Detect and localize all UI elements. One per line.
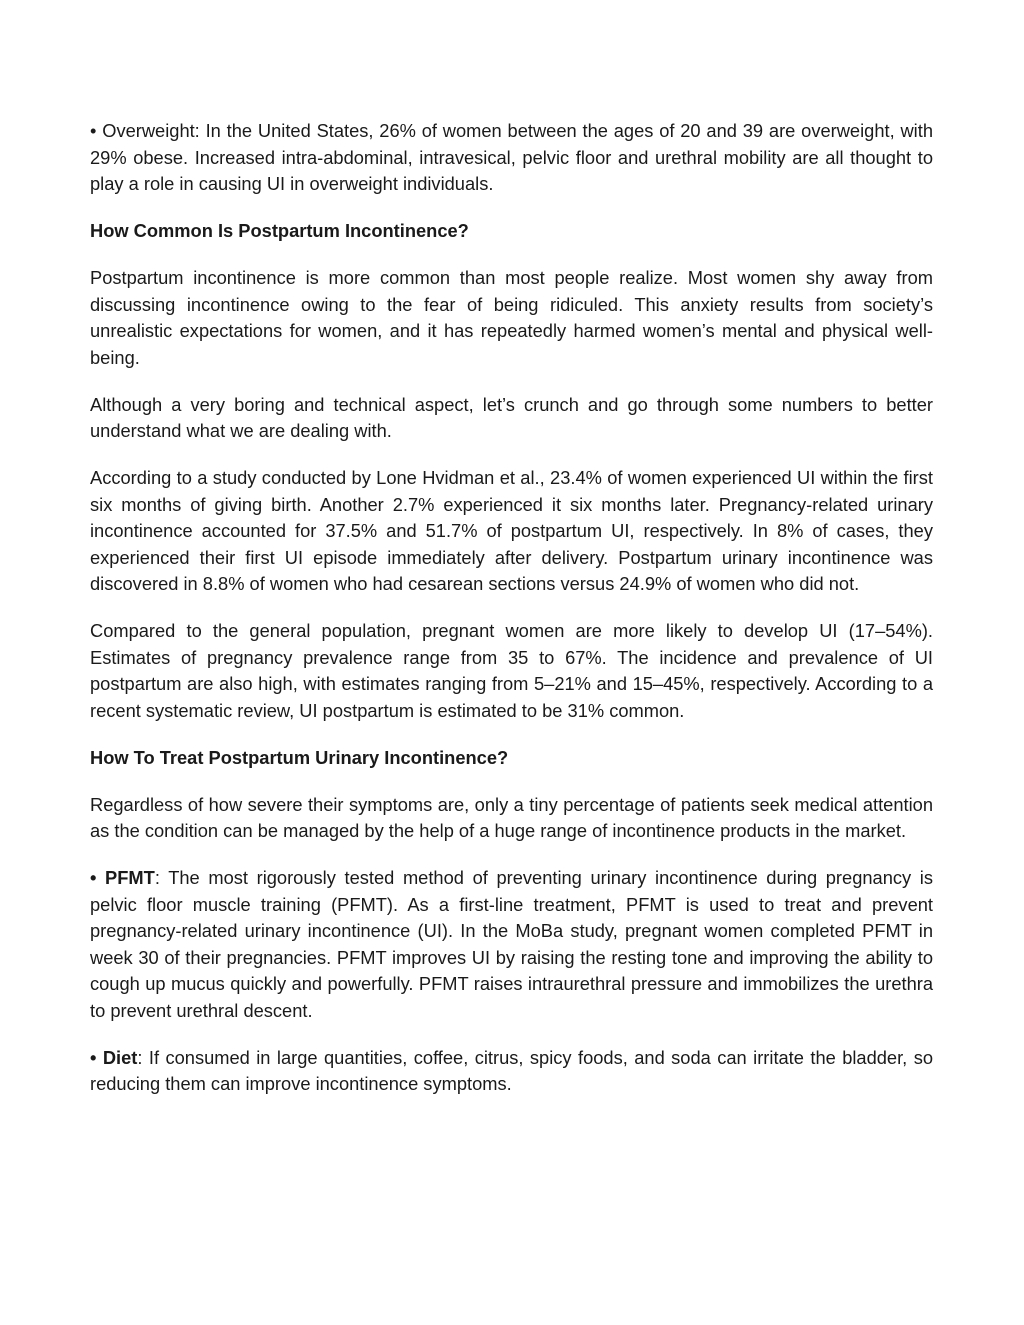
document-page xyxy=(90,118,933,1118)
bullet-text-diet: : If consumed in large quantities, coffee, citrus, spicy foods, and soda can irritate the bladder, so reducing them can improve incontinence symptoms. xyxy=(90,1046,933,1094)
bullet-term-diet: • Diet xyxy=(90,1046,138,1068)
paragraph-numbers-intro: Although a very boring and technical aspect, let’s crunch and go through some numbers to better understand what we are dealing with. xyxy=(90,393,933,441)
bullet-term-pfmt: • PFMT xyxy=(90,867,155,888)
bullet-text-pfmt: : The most rigorously tested method of preventing urinary incontinence during pregnancy is pelvic floor muscle training (PFMT). As a first-line treatment, PFMT is used to treat and prevent pregnancy-related urinary incontinence (UI). In the MoBa study, pregnant women completed PFMT in week 30 of their pregnancies. PFMT improves UI by raising the resting tone and improving the ability to cough up mucus quickly and powerfully. PFMT raises intraurethral pressure and immobilizes the urethra to prevent urethral descent. xyxy=(90,867,933,1021)
paragraph-postpartum-common: Postpartum incontinence is more common than most people realize. Most women shy away from discussing incontinence owing to the fear of being ridiculed. This anxiety results from society’s unrealistic expectations for women, and it has repeatedly harmed women’s mental and physical well-being. xyxy=(90,267,933,368)
paragraph-medical-attention: Regardless of how severe their symptoms are, only a tiny percentage of patients seek medical attention as the condition can be managed by the help of a huge range of incontinence products in the market. xyxy=(90,793,933,841)
paragraph-study-hvidman: According to a study conducted by Lone Hvidman et al., 23.4% of women experienced UI within the first six months of giving birth. Another 2.7% experienced it six months later. Pregnancy-related urinary incontinence accounted for 37.5% and 51.7% of postpartum UI, respectively. In 8% of cases, they experienced their first UI episode immediately after delivery. Postpartum urinary incontinence was discovered in 8.8% of women who had cesarean sections versus 24.9% of women who did not. xyxy=(90,467,933,594)
heading-how-common: How Common Is Postpartum Incontinence? xyxy=(90,220,469,241)
bullet-pfmt xyxy=(90,865,933,1024)
paragraph-overweight: • Overweight: In the United States, 26% of women between the ages of 20 and 39 are overweight, with 29% obese. Increased intra-abdominal, intravesical, pelvic floor and urethral mobility are all thought to play a role in causing UI in overweight individuals. xyxy=(90,120,933,194)
bullet-diet xyxy=(90,1045,933,1098)
paragraph-prevalence: Compared to the general population, pregnant women are more likely to develop UI (17–54%). Estimates of pregnancy prevalence range from 35 to 67%. The incidence and prevalence of UI postpartum are also high, with estimates ranging from 5–21% and 15–45%, respectively. According to a recent systematic review, UI postpartum is estimated to be 31% common. xyxy=(90,620,933,721)
heading-how-to-treat: How To Treat Postpartum Urinary Incontinence? xyxy=(90,746,509,768)
